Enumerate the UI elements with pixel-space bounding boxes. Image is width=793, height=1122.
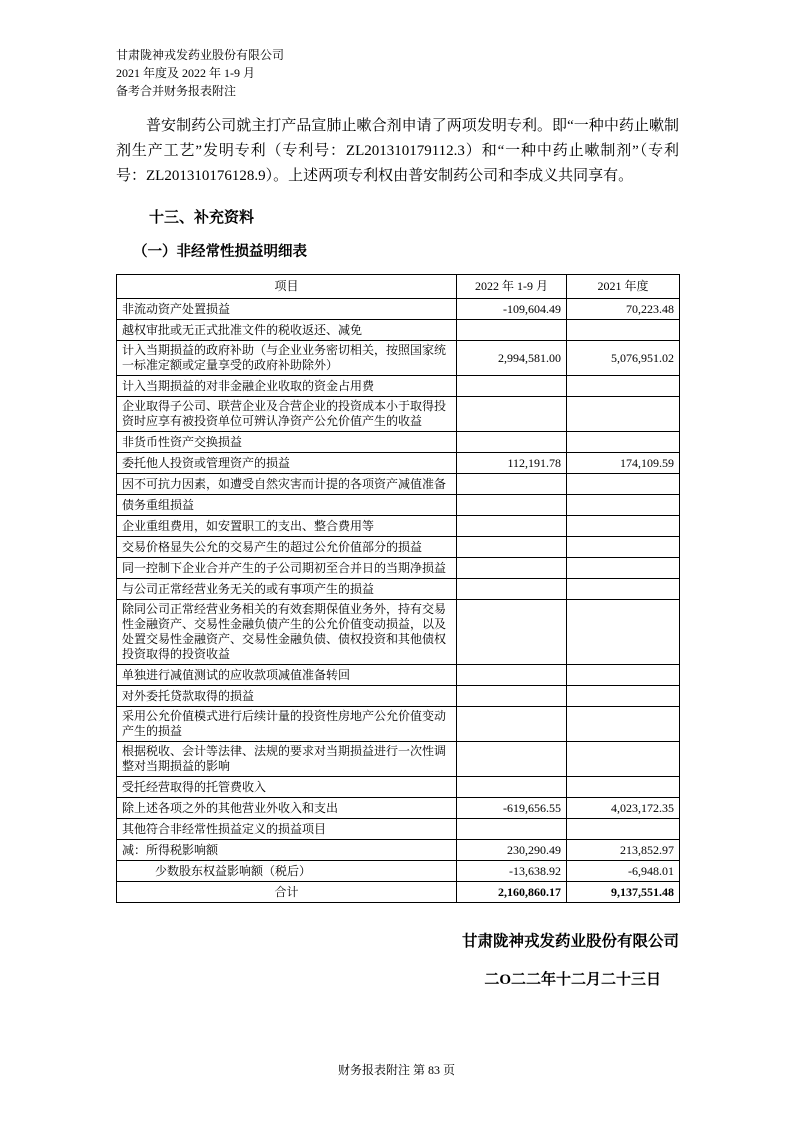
page-footer: 财务报表附注 第 83 页 [337, 1063, 455, 1077]
row-item-label: 除上述各项之外的其他营业外收入和支出 [117, 798, 457, 819]
row-value-2022 [457, 537, 567, 558]
document-header [116, 46, 679, 100]
table-row [117, 453, 680, 474]
table-row [117, 516, 680, 537]
row-value-2021 [567, 516, 680, 537]
row-item-label: 受托经营取得的托管费收入 [117, 777, 457, 798]
row-value-2022: -619,656.55 [457, 798, 567, 819]
row-value-2021: -6,948.01 [567, 861, 680, 882]
row-value-2021 [567, 397, 680, 432]
header-report-period: 2021 年度及 2022 年 1-9 月 [116, 66, 255, 80]
row-value-2022 [457, 777, 567, 798]
row-value-2022 [457, 579, 567, 600]
row-item-label: 企业重组费用，如安置职工的支出、整合费用等 [117, 516, 457, 537]
table-row [117, 474, 680, 495]
row-item-label: 交易价格显失公允的交易产生的超过公允价值部分的损益 [117, 537, 457, 558]
table-row [117, 397, 680, 432]
table-row [117, 341, 680, 376]
row-value-2022: 2,994,581.00 [457, 341, 567, 376]
row-value-2022: 2,160,860.17 [457, 882, 567, 903]
table-row [117, 798, 680, 819]
header-doc-title: 备考合并财务报表附注 [116, 84, 237, 98]
row-value-2022: -109,604.49 [457, 299, 567, 320]
row-item-label: 少数股东权益影响额（税后） [117, 861, 457, 882]
signature-company-name: 甘肃陇神戎发药业股份有限公司 [461, 933, 679, 950]
row-value-2022 [457, 495, 567, 516]
table-row [117, 299, 680, 320]
row-value-2021 [567, 376, 680, 397]
row-value-2021: 174,109.59 [567, 453, 680, 474]
row-value-2021 [567, 474, 680, 495]
row-value-2021 [567, 665, 680, 686]
table-row [117, 376, 680, 397]
column-header-2021: 2021 年度 [567, 275, 680, 299]
row-value-2021: 5,076,951.02 [567, 341, 680, 376]
row-value-2021: 9,137,551.48 [567, 882, 680, 903]
row-value-2021 [567, 686, 680, 707]
row-value-2021 [567, 537, 680, 558]
table-row [117, 600, 680, 665]
header-company-name: 甘肃陇神戎发药业股份有限公司 [116, 48, 285, 62]
row-item-label: 根据税收、会计等法律、法规的要求对当期损益进行一次性调整对当期损益的影响 [117, 742, 457, 777]
row-value-2021 [567, 819, 680, 840]
row-value-2021 [567, 707, 680, 742]
row-item-label: 单独进行减值测试的应收款项减值准备转回 [117, 665, 457, 686]
row-value-2021 [567, 432, 680, 453]
row-item-label: 减：所得税影响额 [117, 840, 457, 861]
row-item-label: 非货币性资产交换损益 [117, 432, 457, 453]
row-value-2022 [457, 707, 567, 742]
non-recurring-items-table [116, 274, 680, 903]
section-heading-supplementary-info: 十三、补充资料 [149, 210, 255, 226]
row-value-2022 [457, 397, 567, 432]
row-item-label: 越权审批或无正式批准文件的税收返还、减免 [117, 320, 457, 341]
signature-date: 二O二二年十二月二十三日 [484, 972, 661, 988]
row-item-label: 合计 [117, 882, 457, 903]
row-value-2022 [457, 474, 567, 495]
row-value-2022 [457, 686, 567, 707]
table-row [117, 742, 680, 777]
column-header-2022: 2022 年 1-9 月 [457, 275, 567, 299]
row-item-label: 计入当期损益的政府补助（与企业业务密切相关，按照国家统一标准定额或定量享受的政府补助除外） [117, 341, 457, 376]
row-item-label: 计入当期损益的对非金融企业收取的资金占用费 [117, 376, 457, 397]
table-header-row [117, 275, 680, 299]
row-value-2021 [567, 320, 680, 341]
row-value-2021 [567, 495, 680, 516]
row-value-2021 [567, 579, 680, 600]
row-item-label: 非流动资产处置损益 [117, 299, 457, 320]
row-item-label: 与公司正常经营业务无关的或有事项产生的损益 [117, 579, 457, 600]
table-row [117, 320, 680, 341]
table-row [117, 777, 680, 798]
row-value-2022 [457, 320, 567, 341]
row-value-2021: 4,023,172.35 [567, 798, 680, 819]
row-value-2022: 230,290.49 [457, 840, 567, 861]
row-item-label: 对外委托贷款取得的损益 [117, 686, 457, 707]
row-value-2021 [567, 777, 680, 798]
row-item-label: 同一控制下企业合并产生的子公司期初至合并日的当期净损益 [117, 558, 457, 579]
row-value-2022 [457, 600, 567, 665]
subsection-heading-non-recurring-items: （一）非经常性损益明细表 [133, 244, 307, 260]
table-row [117, 707, 680, 742]
row-value-2022 [457, 376, 567, 397]
table-row [117, 432, 680, 453]
row-value-2021: 70,223.48 [567, 299, 680, 320]
table-row [117, 537, 680, 558]
row-value-2022 [457, 819, 567, 840]
table-row [117, 579, 680, 600]
table-row [117, 558, 680, 579]
table-row [117, 665, 680, 686]
row-value-2022: -13,638.92 [457, 861, 567, 882]
table-row [117, 686, 680, 707]
table-row [117, 495, 680, 516]
table-row [117, 840, 680, 861]
row-item-label: 除同公司正常经营业务相关的有效套期保值业务外，持有交易性金融资产、交易性金融负债产生的公允价值变动损益，以及处置交易性金融资产、交易性金融负债、债权投资和其他债权投资取得的投资收益 [117, 600, 457, 665]
row-item-label: 债务重组损益 [117, 495, 457, 516]
row-value-2022 [457, 516, 567, 537]
column-header-item: 项目 [117, 275, 457, 299]
row-value-2021 [567, 742, 680, 777]
row-value-2022 [457, 742, 567, 777]
row-value-2022 [457, 558, 567, 579]
row-item-label: 企业取得子公司、联营企业及合营企业的投资成本小于取得投资时应享有被投资单位可辨认净资产公允价值产生的收益 [117, 397, 457, 432]
row-item-label: 其他符合非经常性损益定义的损益项目 [117, 819, 457, 840]
row-item-label: 采用公允价值模式进行后续计量的投资性房地产公允价值变动产生的损益 [117, 707, 457, 742]
row-value-2022 [457, 665, 567, 686]
table-row [117, 861, 680, 882]
table-row [117, 882, 680, 903]
row-item-label: 委托他人投资或管理资产的损益 [117, 453, 457, 474]
patent-paragraph: 普安制药公司就主打产品宣肺止嗽合剂申请了两项发明专利。即“一种中药止嗽制剂生产工艺”发明专利（专利号：ZL201310179112.3）和“一种中药止嗽制剂”（专利号：ZL201310176128.9）。上述两项专利权由普安制药公司和李成义共同享有。 [116, 118, 679, 184]
row-value-2021 [567, 600, 680, 665]
table-row [117, 819, 680, 840]
row-value-2021: 213,852.97 [567, 840, 680, 861]
row-value-2021 [567, 558, 680, 579]
row-value-2022: 112,191.78 [457, 453, 567, 474]
row-item-label: 因不可抗力因素，如遭受自然灾害而计提的各项资产减值准备 [117, 474, 457, 495]
row-value-2022 [457, 432, 567, 453]
table-body [117, 299, 680, 903]
